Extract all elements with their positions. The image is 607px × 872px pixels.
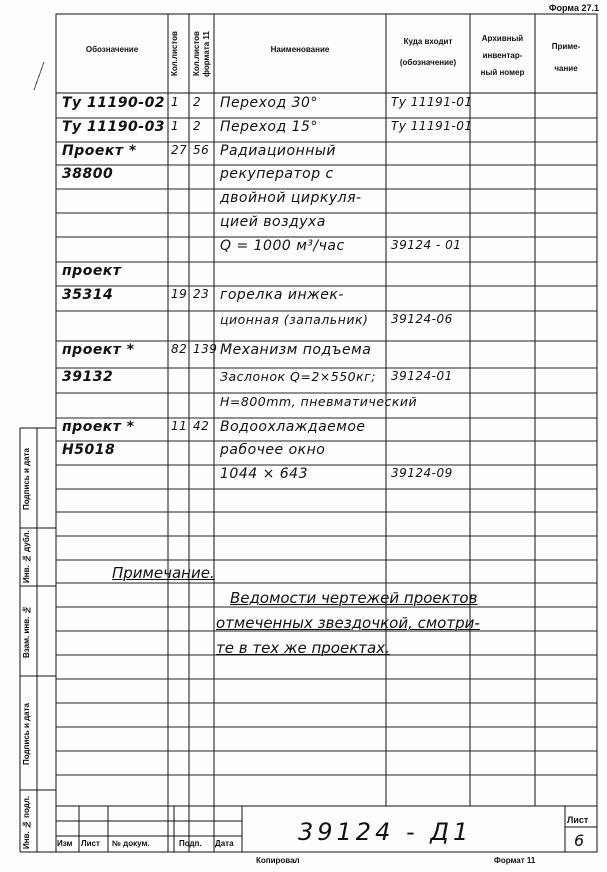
stamp-sign-date-1: Подпись и дата bbox=[22, 448, 31, 510]
cell-where-used: 39124-01 bbox=[391, 369, 453, 383]
header-archive-number: Архивный инвентар- ный номер bbox=[480, 34, 525, 77]
cell-designation: 38800 bbox=[62, 166, 114, 182]
cell-name: Н=800mm, пневматический bbox=[220, 394, 418, 409]
cell-format: 2 bbox=[193, 119, 202, 133]
cell-name: Механизм подъема bbox=[220, 342, 372, 358]
cell-sheets: 27 bbox=[171, 143, 188, 157]
note-title: Примечание. bbox=[112, 564, 215, 582]
note-line-3: те в тех же проектах. bbox=[216, 639, 390, 657]
cell-name: Переход 30° bbox=[220, 95, 318, 111]
header-sheets-count: Кол.листов bbox=[170, 31, 179, 77]
footer-format: Формат 11 bbox=[494, 856, 536, 865]
cell-designation: Ту 11190-02 bbox=[62, 95, 166, 111]
header-designation: Обозначение bbox=[85, 45, 139, 54]
cell-designation: Н5018 bbox=[62, 442, 116, 458]
form-label: Форма 27.1 bbox=[548, 3, 599, 13]
tb-sign: Подп. bbox=[179, 839, 202, 848]
header-format-count: Кол.листов формата 11 bbox=[192, 31, 211, 77]
cell-sheets: 1 bbox=[171, 119, 180, 133]
cell-designation: 39132 bbox=[62, 369, 114, 385]
cell-name: Q = 1000 м³/час bbox=[220, 238, 345, 254]
cell-name: Заслонок Q=2×550кг; bbox=[220, 369, 376, 384]
cell-name: рабочее окно bbox=[220, 442, 326, 458]
header-where-used: Куда входит (обозначение) bbox=[399, 37, 457, 67]
stamp-replace-inv: Взам. инв. № bbox=[22, 605, 31, 659]
cell-where-used: Ту 11191-01 bbox=[391, 119, 473, 133]
cell-where-used: 39124 - 01 bbox=[391, 238, 462, 252]
cell-name: рекуператор с bbox=[220, 166, 334, 182]
note-line-1: Ведомости чертежей проектов bbox=[230, 589, 478, 607]
cell-name: горелка инжек- bbox=[220, 287, 344, 303]
stamp-dup-inv: Инв. № дубл. bbox=[22, 530, 31, 584]
tb-sheet-number: 6 bbox=[574, 831, 585, 850]
cell-name: двойной циркуля- bbox=[220, 190, 362, 206]
footer-copied: Копировал bbox=[256, 856, 300, 865]
cell-where-used: Ту 11191-01 bbox=[391, 95, 473, 109]
cell-name: цией воздуха bbox=[220, 214, 326, 230]
cell-format: 2 bbox=[193, 95, 202, 109]
cell-name: Радиационный bbox=[220, 143, 337, 159]
cell-where-used: 39124-09 bbox=[391, 466, 453, 480]
note-line-2: отмеченных звездочкой, смотри- bbox=[216, 614, 480, 632]
tb-date: Дата bbox=[215, 839, 234, 848]
cell-designation: 35314 bbox=[62, 287, 114, 303]
cell-designation: Проект * bbox=[62, 143, 137, 159]
cell-where-used: 39124-06 bbox=[391, 312, 453, 326]
stamp-orig-inv: Инв. № подл. bbox=[22, 795, 31, 849]
stamp-sign-date-2: Подпись и дата bbox=[22, 703, 31, 765]
cell-name: 1044 × 643 bbox=[220, 466, 308, 482]
cell-designation: проект * bbox=[62, 342, 135, 358]
header-remark: Приме- чание bbox=[551, 42, 581, 73]
cell-format: 56 bbox=[193, 143, 210, 157]
tb-sheet-label: Лист bbox=[567, 815, 589, 825]
cell-designation: проект * bbox=[62, 419, 135, 435]
tb-izm: Изм bbox=[57, 839, 73, 848]
cell-sheets: 11 bbox=[171, 419, 188, 433]
cell-designation: Ту 11190-03 bbox=[62, 119, 166, 135]
cell-name: Водоохлаждаемое bbox=[220, 419, 366, 435]
header-name: Наименование bbox=[270, 45, 330, 54]
cell-name: Переход 15° bbox=[220, 119, 318, 135]
cell-format: 23 bbox=[193, 287, 210, 301]
tb-doc-no: № докум. bbox=[112, 839, 150, 848]
cell-format: 42 bbox=[193, 419, 210, 433]
cell-name: ционная (запальник) bbox=[220, 312, 369, 327]
cell-format: 139 bbox=[193, 342, 218, 356]
tb-list: Лист bbox=[81, 839, 100, 848]
cell-designation: проект bbox=[62, 263, 122, 279]
cell-sheets: 1 bbox=[171, 95, 180, 109]
tb-document-code: 39124 - Д1 bbox=[298, 818, 473, 846]
cell-sheets: 19 bbox=[171, 287, 188, 301]
cell-sheets: 82 bbox=[171, 342, 188, 356]
